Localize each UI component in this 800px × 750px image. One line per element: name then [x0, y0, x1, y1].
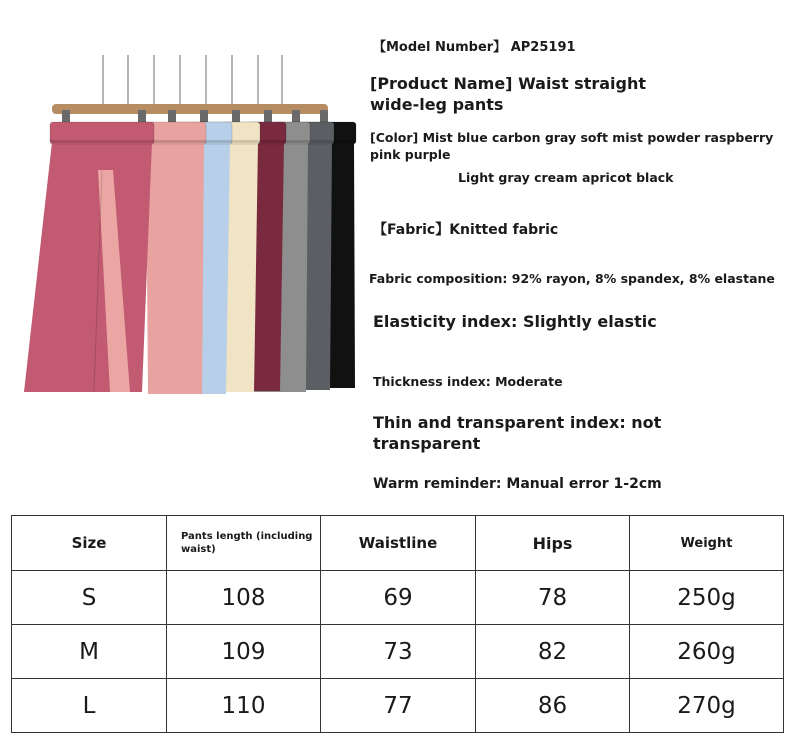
pants-pink-purple — [24, 122, 154, 392]
cell-waistline: 73 — [321, 625, 476, 679]
model-number: 【Model Number】 AP25191 — [373, 40, 576, 55]
table-row — [12, 679, 784, 733]
cell-waistline: 69 — [321, 571, 476, 625]
cell-length: 110 — [167, 679, 321, 733]
cell-weight: 250g — [630, 571, 784, 625]
cell-waistline: 77 — [321, 679, 476, 733]
fabric-type: 【Fabric】Knitted fabric — [373, 222, 559, 238]
fabric-composition: Fabric composition: 92% rayon, 8% spandex, 8% elastane — [369, 271, 775, 286]
cell-hips: 82 — [476, 625, 630, 679]
header-waistline: Waistline — [321, 516, 476, 571]
table-row — [12, 625, 784, 679]
thickness-index: Thickness index: Moderate — [373, 374, 563, 389]
cell-hips: 86 — [476, 679, 630, 733]
pants-mist-powder — [144, 122, 206, 394]
cell-length: 108 — [167, 571, 321, 625]
color-list-continued: Light gray cream apricot black — [458, 170, 674, 185]
transparency-index: Thin and transparent index: not transparent — [373, 413, 662, 453]
elasticity-index: Elasticity index: Slightly elastic — [373, 312, 657, 331]
table-row — [12, 571, 784, 625]
warm-reminder: Warm reminder: Manual error 1-2cm — [373, 476, 662, 492]
cell-hips: 78 — [476, 571, 630, 625]
cell-size: M — [12, 625, 167, 679]
header-size: Size — [12, 516, 167, 571]
size-chart — [11, 515, 784, 733]
size-chart-header — [12, 516, 784, 571]
header-hips: Hips — [476, 516, 630, 571]
color-list: [Color] Mist blue carbon gray soft mist powder raspberry pink purple — [370, 130, 774, 162]
product-photo — [18, 50, 363, 400]
header-weight: Weight — [630, 516, 784, 571]
product-name: [Product Name] Waist straight wide-leg pants — [370, 74, 646, 114]
cell-weight: 270g — [630, 679, 784, 733]
hanger-bar — [52, 104, 328, 114]
cell-weight: 260g — [630, 625, 784, 679]
cell-length: 109 — [167, 625, 321, 679]
cell-size: L — [12, 679, 167, 733]
header-pants-length: Pants length (including waist) — [167, 516, 321, 571]
cell-size: S — [12, 571, 167, 625]
